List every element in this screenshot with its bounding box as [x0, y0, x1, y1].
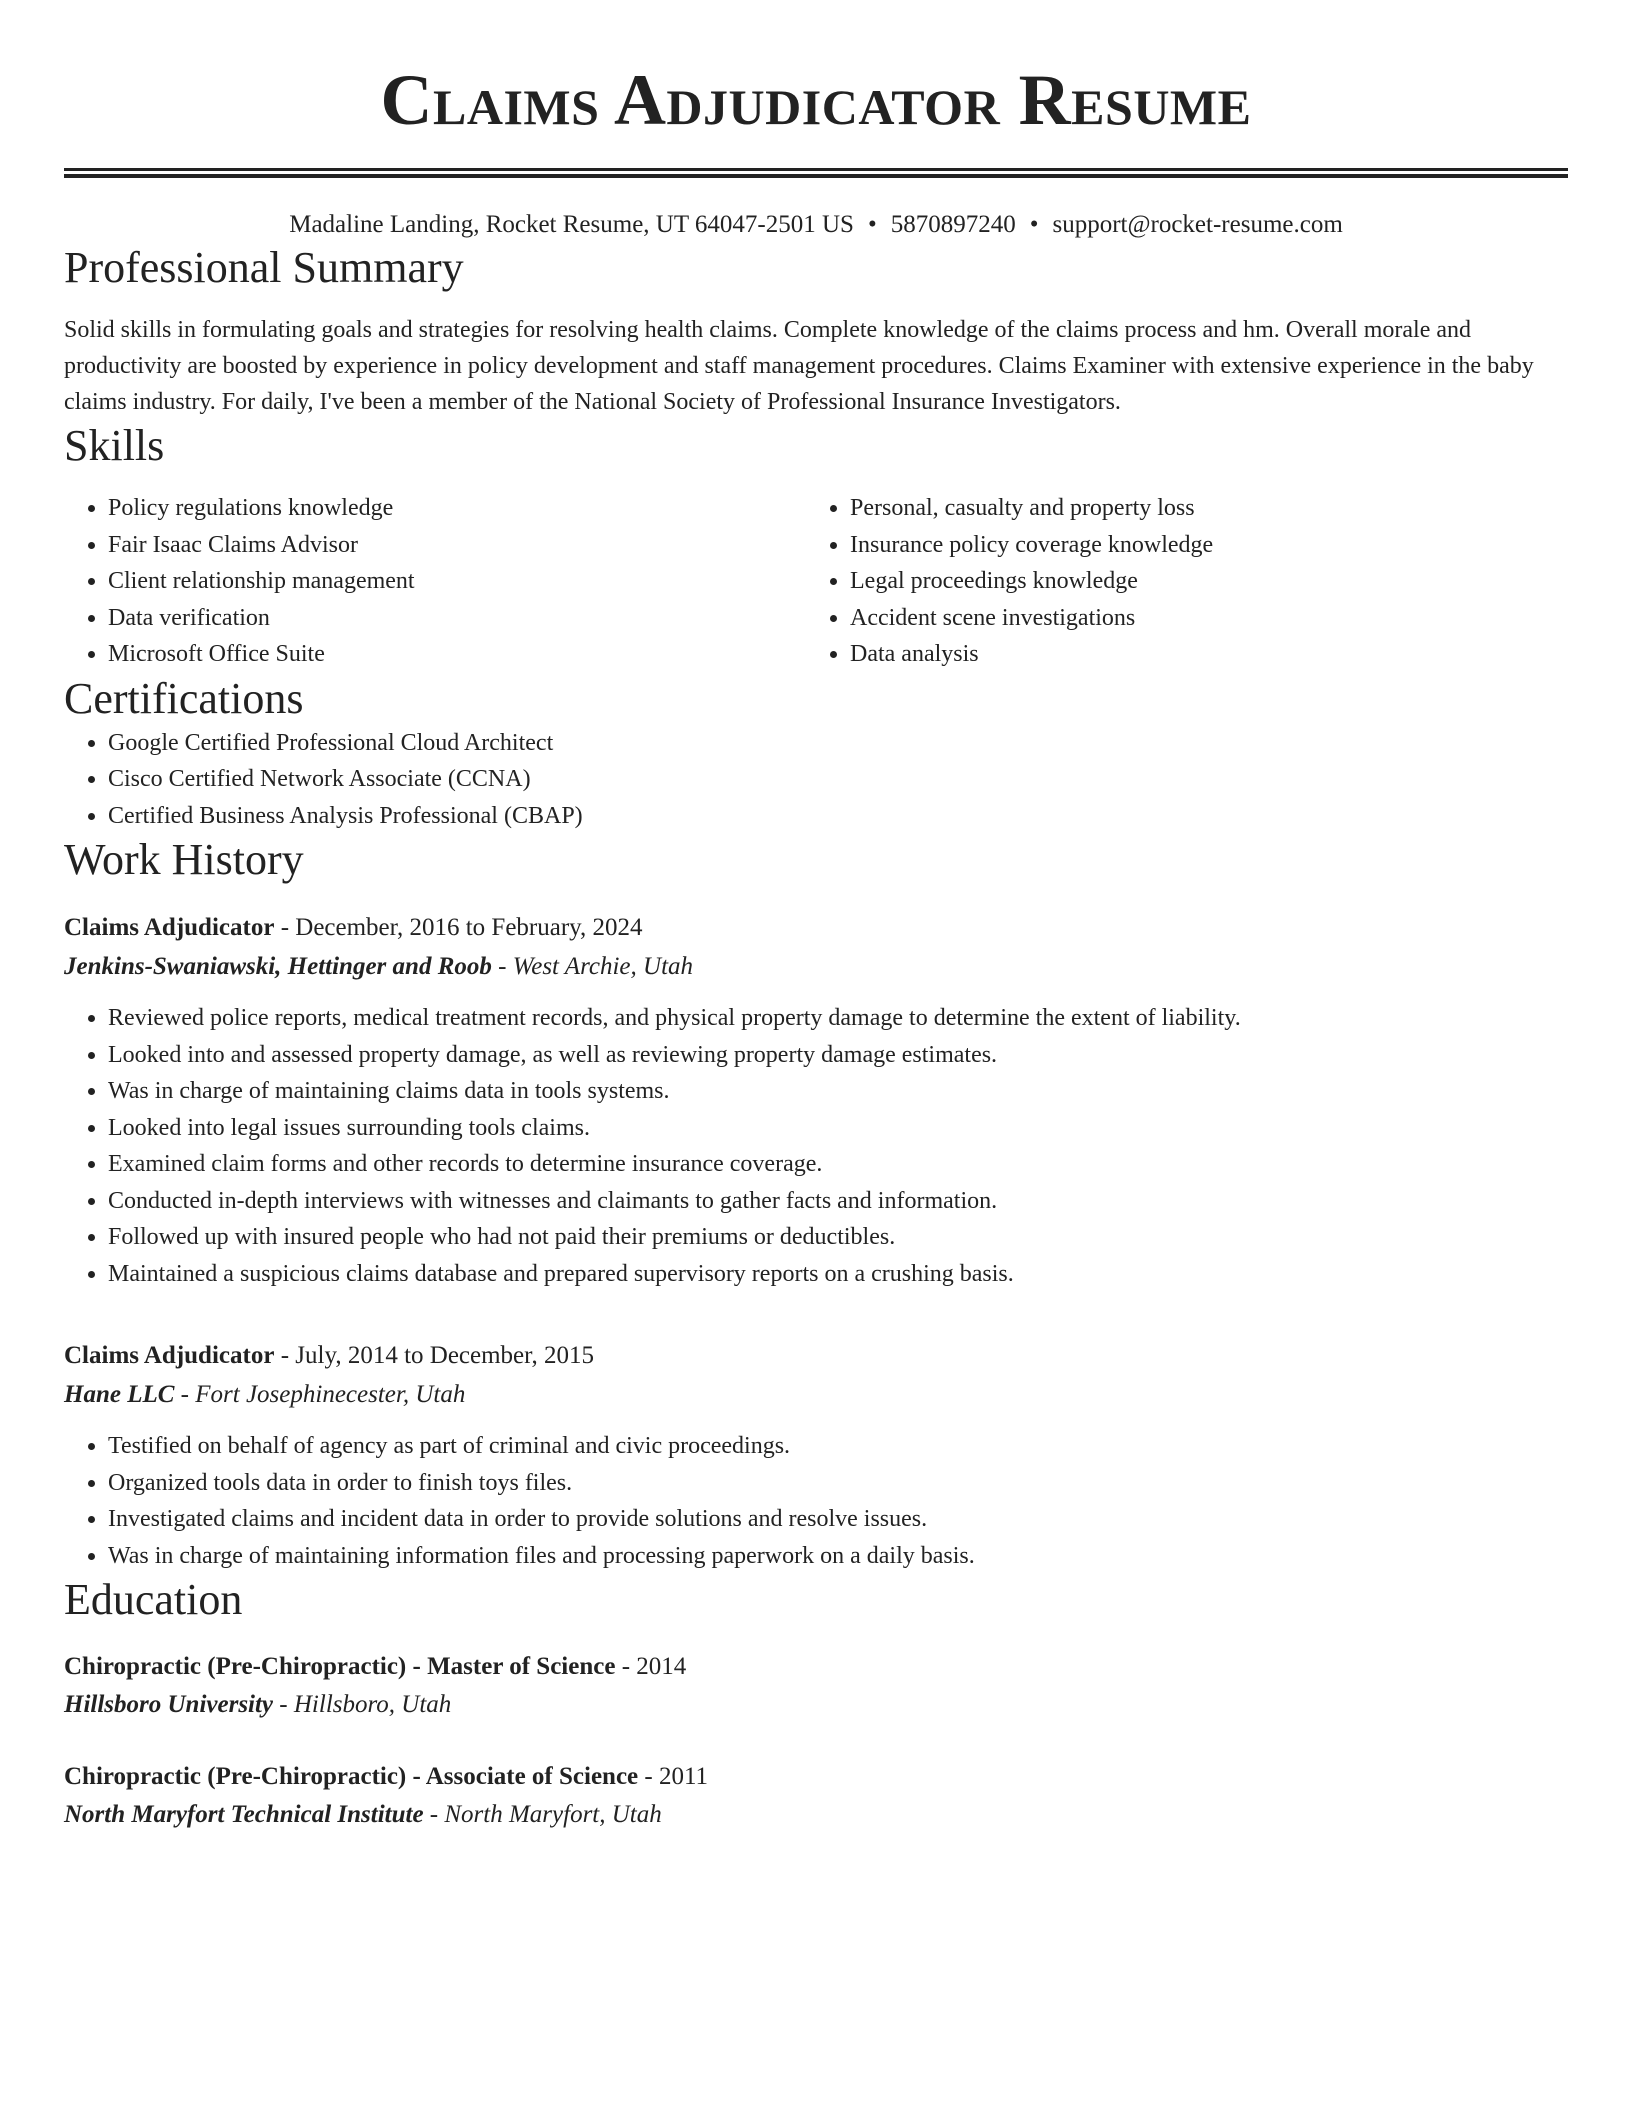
skills-column-right [806, 490, 1548, 673]
education-degree-line [64, 1758, 1568, 1796]
job-duty-item: • Followed up with insured people who had not paid their premiums or deductibles. [108, 1219, 1568, 1256]
job-dates: December, 2016 to February, 2024 [295, 914, 643, 941]
summary-heading: Professional Summary [64, 243, 464, 292]
education-school: Hillsboro University [64, 1691, 274, 1718]
job-duty-item: • Looked into legal issues surrounding tools claims. [108, 1110, 1568, 1147]
job-duty-item: • Organized tools data in order to finish toys files. [108, 1465, 1568, 1502]
skill-item: • Data verification [108, 600, 806, 637]
job-duty-item: • Testified on behalf of agency as part of criminal and civic proceedings. [108, 1428, 1568, 1465]
job-company: Hane LLC [64, 1381, 175, 1408]
job-duty-item: • Reviewed police reports, medical treatment records, and physical property damage to determine the extent of liability. [108, 1000, 1568, 1037]
skills-heading: Skills [64, 421, 165, 470]
skill-item: • Personal, casualty and property loss [850, 490, 1548, 527]
job-duty-item: • Was in charge of maintaining claims data in tools systems. [108, 1073, 1568, 1110]
education-entry [64, 1648, 1568, 1724]
skill-item: • Accident scene investigations [850, 600, 1548, 637]
certification-item: • Google Certified Professional Cloud Architect [108, 725, 1568, 762]
job-company: Jenkins-Swaniawski, Hettinger and Roob [64, 953, 492, 980]
education-degree: Chiropractic (Pre-Chiropractic) - Associate of Science [64, 1763, 639, 1790]
skills-list-left [64, 490, 806, 673]
skill-item: • Insurance policy coverage knowledge [850, 527, 1548, 564]
skills-grid [64, 490, 1568, 673]
job-duty-item: • Conducted in-depth interviews with witnesses and claimants to gather facts and information. [108, 1183, 1568, 1220]
job-location: Fort Josephinecester, Utah [195, 1381, 466, 1408]
job-title-line [64, 908, 1568, 948]
job-location: West Archie, Utah [512, 953, 694, 980]
contact-address: Madaline Landing, Rocket Resume, UT 64047-2501 US [289, 211, 854, 238]
education-year: 2011 [658, 1763, 709, 1790]
job-entry [64, 908, 1568, 1292]
contact-separator: • [1029, 211, 1039, 238]
education-separator: - [615, 1653, 637, 1680]
education-separator: - [638, 1763, 659, 1790]
skills-list-right [806, 490, 1548, 673]
certifications-heading: Certifications [64, 673, 304, 723]
job-duty-item: • Was in charge of maintaining information files and processing paperwork on a daily basis. [108, 1538, 1568, 1575]
education-separator: - [423, 1801, 445, 1828]
job-duty-item: • Investigated claims and incident data in order to provide solutions and resolve issues. [108, 1501, 1568, 1538]
job-separator: - [274, 1342, 296, 1369]
skill-item: • Microsoft Office Suite [108, 636, 806, 673]
education-entry [64, 1758, 1568, 1834]
education-separator: - [273, 1691, 294, 1718]
job-separator: - [274, 914, 296, 941]
skill-item: • Data analysis [850, 636, 1548, 673]
job-company-line [64, 948, 1568, 986]
education-year: 2014 [636, 1653, 687, 1680]
contact-separator: • [867, 211, 877, 238]
resume-title: Claims Adjudicator Resume [380, 60, 1252, 140]
skill-item: • Fair Isaac Claims Advisor [108, 527, 806, 564]
education-heading: Education [64, 1575, 243, 1624]
work-history-heading: Work History [64, 835, 304, 884]
job-duty-item: • Examined claim forms and other records to determine insurance coverage. [108, 1146, 1568, 1183]
contact-line [64, 208, 1568, 242]
contact-email: support@rocket-resume.com [1052, 211, 1343, 238]
job-role: Claims Adjudicator [64, 914, 275, 941]
contact-phone: 5870897240 [890, 211, 1016, 238]
title-divider [64, 168, 1568, 178]
job-role: Claims Adjudicator [64, 1342, 275, 1369]
job-duty-item: • Looked into and assessed property damage, as well as reviewing property damage estimates. [108, 1037, 1568, 1074]
job-separator: - [491, 953, 513, 980]
education-location: North Maryfort, Utah [444, 1801, 662, 1828]
skill-item: • Legal proceedings knowledge [850, 563, 1548, 600]
education-degree: Chiropractic (Pre-Chiropractic) - Master of Science [64, 1653, 616, 1680]
job-separator: - [174, 1381, 196, 1408]
education-school-line [64, 1686, 1568, 1724]
job-duties-list [64, 1000, 1568, 1292]
job-duty-item: • Maintained a suspicious claims database and prepared supervisory reports on a crushing basis. [108, 1256, 1568, 1293]
skill-item: • Client relationship management [108, 563, 806, 600]
skills-column-left [64, 490, 806, 673]
job-company-line [64, 1376, 1568, 1414]
skill-item: • Policy regulations knowledge [108, 490, 806, 527]
certification-item: • Cisco Certified Network Associate (CCNA) [108, 761, 1568, 798]
job-dates: July, 2014 to December, 2015 [295, 1342, 594, 1369]
job-title-line [64, 1336, 1568, 1376]
certification-item: • Certified Business Analysis Professional (CBAP) [108, 798, 1568, 835]
education-degree-line [64, 1648, 1568, 1686]
education-school: North Maryfort Technical Institute [64, 1801, 424, 1828]
job-entry [64, 1336, 1568, 1574]
education-location: Hillsboro, Utah [293, 1691, 452, 1718]
education-school-line [64, 1796, 1568, 1834]
certifications-list [64, 725, 1568, 835]
summary-text: Solid skills in formulating goals and strategies for resolving health claims. Complete knowledge of the claims process and hm. Overall morale and productivity are boosted by experience in policy development and staff management procedures. Claims Examiner with extensive experience in the baby claims industry. For daily, I've been a member of the National Society of Professional Insurance Investigators. [64, 317, 1534, 415]
job-duties-list [64, 1428, 1568, 1574]
